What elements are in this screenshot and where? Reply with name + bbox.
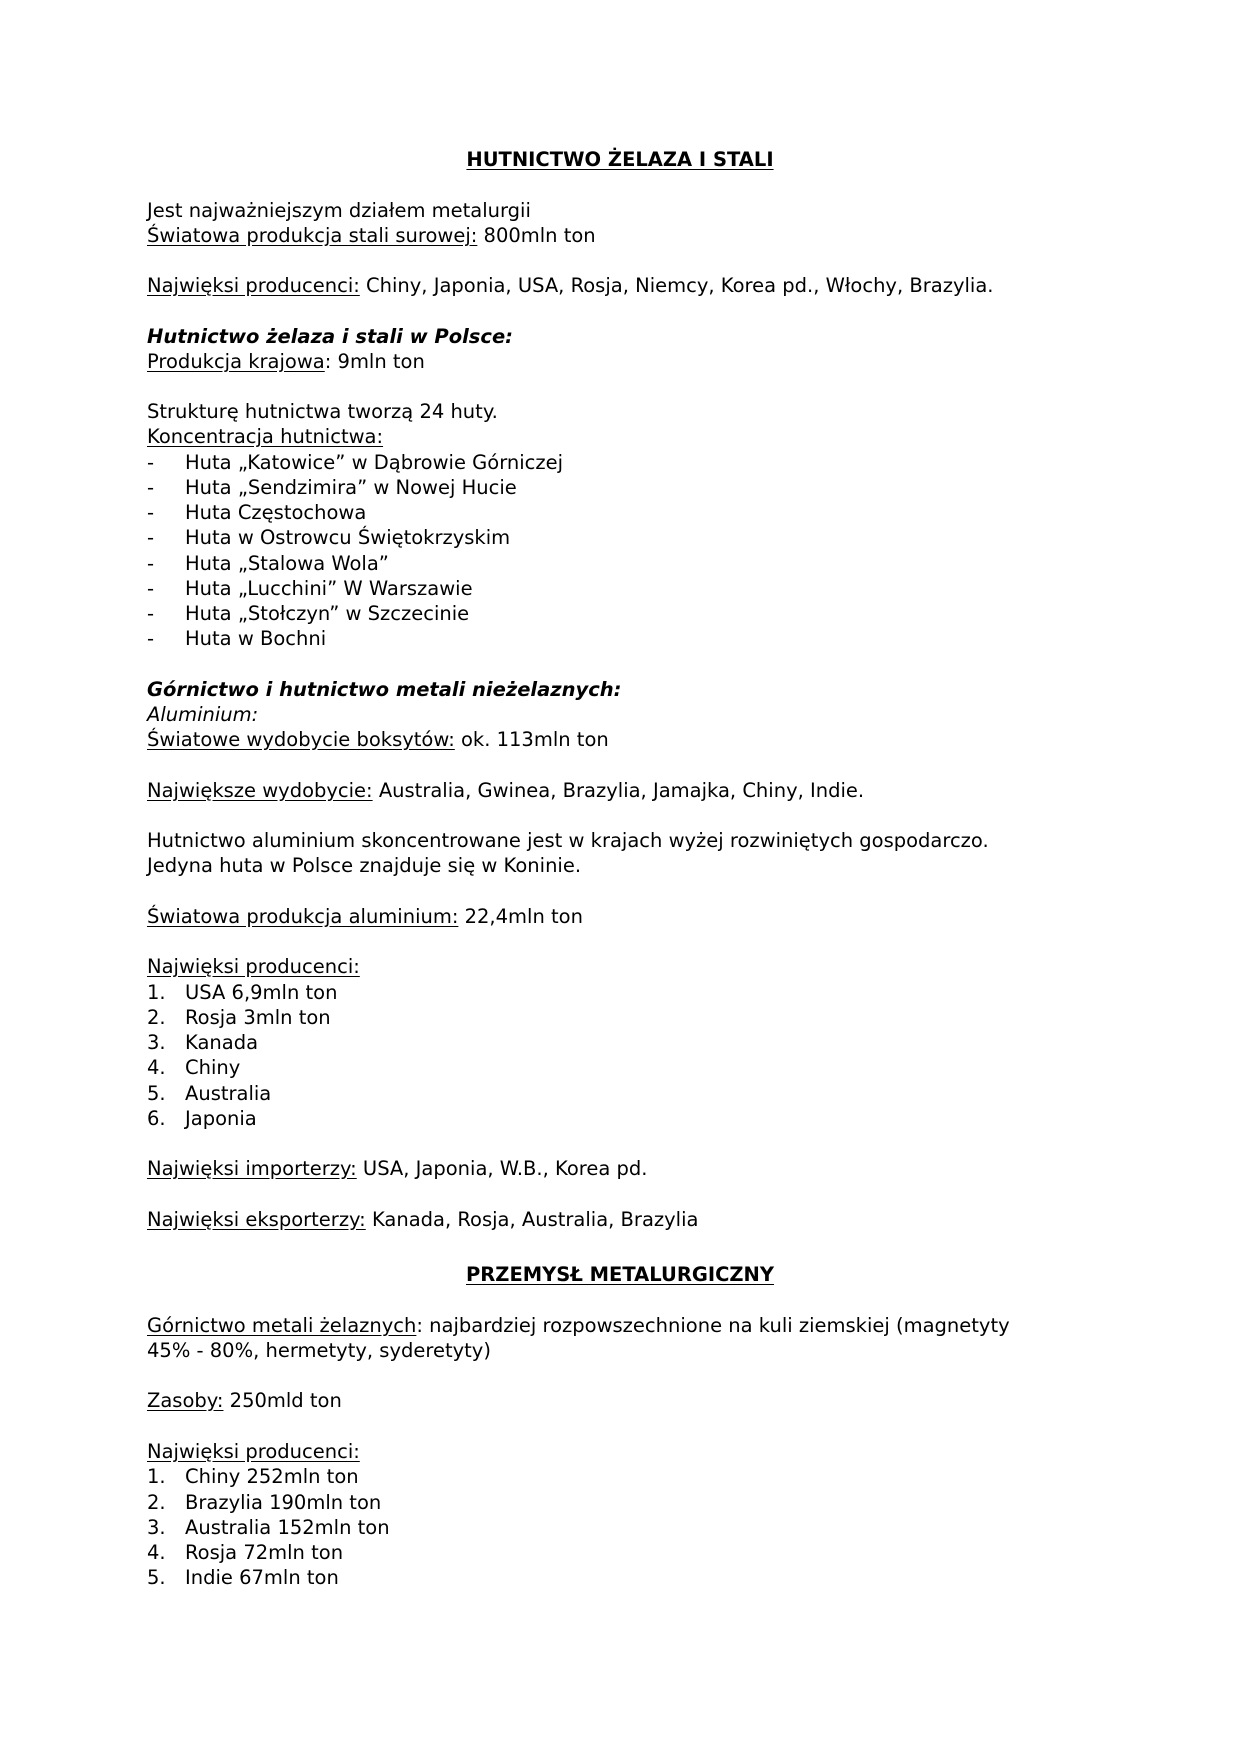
nonferrous-heading: Górnictwo i hutnictwo metali nieżelaznych: bbox=[147, 678, 622, 701]
label: Najwięksi eksporterzy: bbox=[147, 1208, 366, 1231]
list-item: Huta „Katowice” w Dąbrowie Górniczej bbox=[185, 451, 564, 474]
world-steel-production bbox=[147, 223, 596, 248]
label: Światowa produkcja stali surowej: bbox=[147, 224, 478, 247]
list-item: Huta „Lucchini” W Warszawie bbox=[185, 577, 473, 600]
list-item: Huta w Ostrowcu Świętokrzyskim bbox=[185, 526, 511, 549]
bullet: - bbox=[147, 602, 155, 625]
list-item: Huta „Sendzimira” w Nowej Hucie bbox=[185, 476, 517, 499]
label: Najwięksi producenci: bbox=[147, 274, 360, 297]
list-number: 4. bbox=[147, 1056, 166, 1079]
bullet: - bbox=[147, 451, 155, 474]
title-steel: HUTNICTWO ŻELAZA I STALI bbox=[466, 148, 774, 171]
value: ok. 113mln ton bbox=[454, 728, 609, 751]
list-item: Huta Częstochowa bbox=[185, 501, 367, 524]
list-item: USA 6,9mln ton bbox=[185, 981, 338, 1004]
ferrous-mining-1 bbox=[147, 1313, 1010, 1338]
bullet: - bbox=[147, 577, 155, 600]
value: : 9mln ton bbox=[324, 350, 425, 373]
label: Największe wydobycie: bbox=[147, 779, 373, 802]
value: Australia, Gwinea, Brazylia, Jamajka, Chiny, Indie. bbox=[372, 779, 865, 802]
list-item: Chiny 252mln ton bbox=[185, 1465, 359, 1488]
list-item: Australia bbox=[185, 1082, 272, 1105]
list-item: Australia 152mln ton bbox=[185, 1516, 390, 1539]
label: Zasoby: bbox=[147, 1389, 224, 1412]
list-number: 5. bbox=[147, 1082, 166, 1105]
domestic-production bbox=[147, 349, 425, 374]
value: Chiny, Japonia, USA, Rosja, Niemcy, Korea pd., Włochy, Brazylia. bbox=[359, 274, 994, 297]
steel-top-producers bbox=[147, 273, 993, 298]
aluminium-production bbox=[147, 904, 583, 929]
list-item: Huta w Bochni bbox=[185, 627, 327, 650]
list-number: 3. bbox=[147, 1516, 166, 1539]
largest-mining bbox=[147, 778, 864, 803]
aluminium-heading: Aluminium: bbox=[147, 703, 259, 726]
list-number: 2. bbox=[147, 1006, 166, 1029]
list-number: 2. bbox=[147, 1491, 166, 1514]
list-number: 1. bbox=[147, 1465, 166, 1488]
concentration-label: Koncentracja hutnictwa: bbox=[147, 425, 384, 448]
list-item: Rosja 3mln ton bbox=[185, 1006, 331, 1029]
list-number: 5. bbox=[147, 1566, 166, 1589]
label: Produkcja krajowa bbox=[147, 350, 325, 373]
bullet: - bbox=[147, 476, 155, 499]
label: Światowa produkcja aluminium: bbox=[147, 905, 459, 928]
label: Najwięksi importerzy: bbox=[147, 1157, 357, 1180]
value: : najbardziej rozpowszechnione na kuli ziemskiej (magnetyty bbox=[416, 1314, 1010, 1337]
list-number: 1. bbox=[147, 981, 166, 1004]
ore-producers-label: Najwięksi producenci: bbox=[147, 1440, 360, 1463]
bullet: - bbox=[147, 526, 155, 549]
bullet: - bbox=[147, 501, 155, 524]
list-number: 4. bbox=[147, 1541, 166, 1564]
list-item: Kanada bbox=[185, 1031, 259, 1054]
list-item: Indie 67mln ton bbox=[185, 1566, 339, 1589]
value: 22,4mln ton bbox=[458, 905, 583, 928]
poland-heading: Hutnictwo żelaza i stali w Polsce: bbox=[147, 325, 513, 348]
value: 250mld ton bbox=[223, 1389, 342, 1412]
ferrous-mining-2: 45% - 80%, hermetyty, syderetyty) bbox=[147, 1339, 491, 1362]
structure-line: Strukturę hutnictwa tworzą 24 huty. bbox=[147, 400, 498, 423]
aluminium-text-1: Hutnictwo aluminium skoncentrowane jest w krajach wyżej rozwiniętych gospodarczo. bbox=[147, 829, 989, 852]
list-number: 3. bbox=[147, 1031, 166, 1054]
aluminium-text-2: Jedyna huta w Polsce znajduje się w Koninie. bbox=[147, 854, 582, 877]
reserves bbox=[147, 1388, 342, 1413]
exporters bbox=[147, 1207, 698, 1232]
value: 800mln ton bbox=[477, 224, 596, 247]
aluminium-producers-label: Najwięksi producenci: bbox=[147, 955, 360, 978]
label: Światowe wydobycie boksytów: bbox=[147, 728, 455, 751]
importers bbox=[147, 1156, 647, 1181]
list-item: Huta „Stołczyn” w Szczecinie bbox=[185, 602, 470, 625]
bauxite-mining bbox=[147, 727, 609, 752]
value: Kanada, Rosja, Australia, Brazylia bbox=[365, 1208, 699, 1231]
label: Górnictwo metali żelaznych bbox=[147, 1314, 417, 1337]
bullet: - bbox=[147, 552, 155, 575]
value: USA, Japonia, W.B., Korea pd. bbox=[356, 1157, 648, 1180]
title-metallurgy: PRZEMYSŁ METALURGICZNY bbox=[466, 1263, 774, 1286]
list-item: Japonia bbox=[185, 1107, 257, 1130]
list-item: Chiny bbox=[185, 1056, 241, 1079]
intro-line: Jest najważniejszym działem metalurgii bbox=[147, 199, 531, 222]
list-item: Rosja 72mln ton bbox=[185, 1541, 344, 1564]
bullet: - bbox=[147, 627, 155, 650]
list-item: Brazylia 190mln ton bbox=[185, 1491, 382, 1514]
list-number: 6. bbox=[147, 1107, 166, 1130]
list-item: Huta „Stalowa Wola” bbox=[185, 552, 389, 575]
